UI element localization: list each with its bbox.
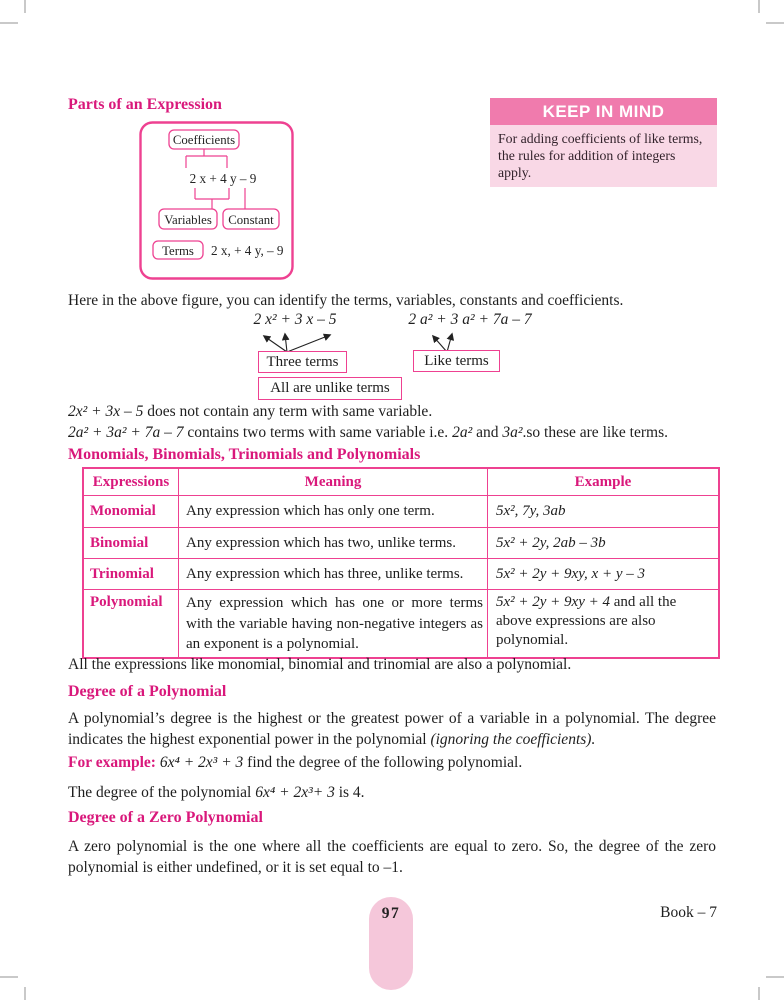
table-row: Monomial Any expression which has only one term. 5x², 7y, 3ab (83, 496, 719, 528)
crop-mark-bottom-left-h (0, 976, 18, 978)
table-row: Binomial Any expression which has two, unlike terms. 5x² + 2y, 2ab – 3b (83, 528, 719, 559)
coefficients-label: Coefficients (172, 133, 236, 147)
header-expressions: Expressions (83, 468, 179, 496)
constant-label: Constant (228, 213, 274, 227)
header-meaning: Meaning (179, 468, 488, 496)
right-expression: 2 a² + 3 a² + 7a – 7 (408, 311, 532, 328)
page-number: 97 (381, 905, 401, 922)
terms-demo (0, 311, 784, 403)
keep-in-mind-text: For adding coefficients of like terms, the rules for addition of integers apply. (490, 125, 717, 187)
table-row: Polynomial Any expression which has one or more terms with the variable having non-negative integers as an exponent is a polynomial. 5x² + 2y + 9xy + 4 and all the above expressions are also polynomial. (83, 590, 719, 658)
crop-mark-top-left-h (0, 22, 18, 24)
three-terms-box: Three terms (258, 351, 347, 373)
header-example: Example (488, 468, 720, 496)
figure-caption: Here in the above figure, you can identify the terms, variables, constants and coefficients. (68, 292, 624, 309)
variables-label: Variables (164, 213, 212, 227)
terms-label: Terms (162, 244, 194, 258)
table-row: Trinomial Any expression which has three, unlike terms. 5x² + 2y + 9xy, x + y – 3 (83, 559, 719, 590)
zero-polynomial-paragraph: A zero polynomial is the one where all the coefficients are equal to zero. So, the degree of the zero polynomial is either undefined, or it is set equal to –1. (68, 838, 716, 876)
three-arrows-icon (250, 331, 350, 353)
keep-in-mind-panel (490, 98, 717, 187)
book-label: Book – 7 (660, 904, 717, 921)
unlike-terms-box: All are unlike terms (258, 377, 402, 400)
crop-mark-top-right-v (758, 0, 760, 13)
note-line-2: 2a² + 3a² + 7a – 7 contains two terms with same variable i.e. 2a² and 3a².so these are like terms. (68, 424, 668, 441)
like-terms-box: Like terms (413, 350, 500, 372)
zero-degree-heading: Degree of a Zero Polynomial (68, 809, 263, 826)
table-header-row (83, 468, 719, 496)
degree-result-line: The degree of the polynomial 6x⁴ + 2x³+ 3 is 4. (68, 784, 365, 801)
expressions-table (82, 467, 720, 659)
also-polynomial-text: All the expressions like monomial, binomial and trinomial are also a polynomial. (68, 656, 572, 673)
keep-in-mind-title: KEEP IN MIND (490, 98, 717, 125)
crop-mark-bottom-right-h (766, 976, 784, 978)
variables-connector (195, 188, 229, 209)
coefficients-connector (186, 149, 227, 168)
note-line-1: 2x² + 3x – 5 does not contain any term with same variable. (68, 403, 433, 420)
crop-mark-bottom-right-v (758, 987, 760, 1000)
degree-heading: Degree of a Polynomial (68, 683, 227, 700)
crop-mark-top-left-v (24, 0, 26, 13)
parts-of-expression-heading: Parts of an Expression (68, 96, 222, 113)
diagram-expression: 2 x + 4 y – 9 (189, 171, 257, 186)
crop-mark-bottom-left-v (24, 987, 26, 1000)
left-expression: 2 x² + 3 x – 5 (253, 311, 337, 328)
degree-paragraph: A polynomial’s degree is the highest or the greatest power of a variable in a polynomial. The degree indicates the highest exponential power in the polynomial (ignoring the coefficients). (68, 710, 716, 748)
terms-list: 2 x, + 4 y, – 9 (211, 243, 284, 258)
crop-mark-top-right-h (766, 22, 784, 24)
expression-parts-diagram (139, 121, 294, 281)
for-example-line: For example: 6x⁴ + 2x³ + 3 find the degree of the following polynomial. (68, 754, 523, 771)
monomials-heading: Monomials, Binomials, Trinomials and Polynomials (68, 446, 421, 463)
